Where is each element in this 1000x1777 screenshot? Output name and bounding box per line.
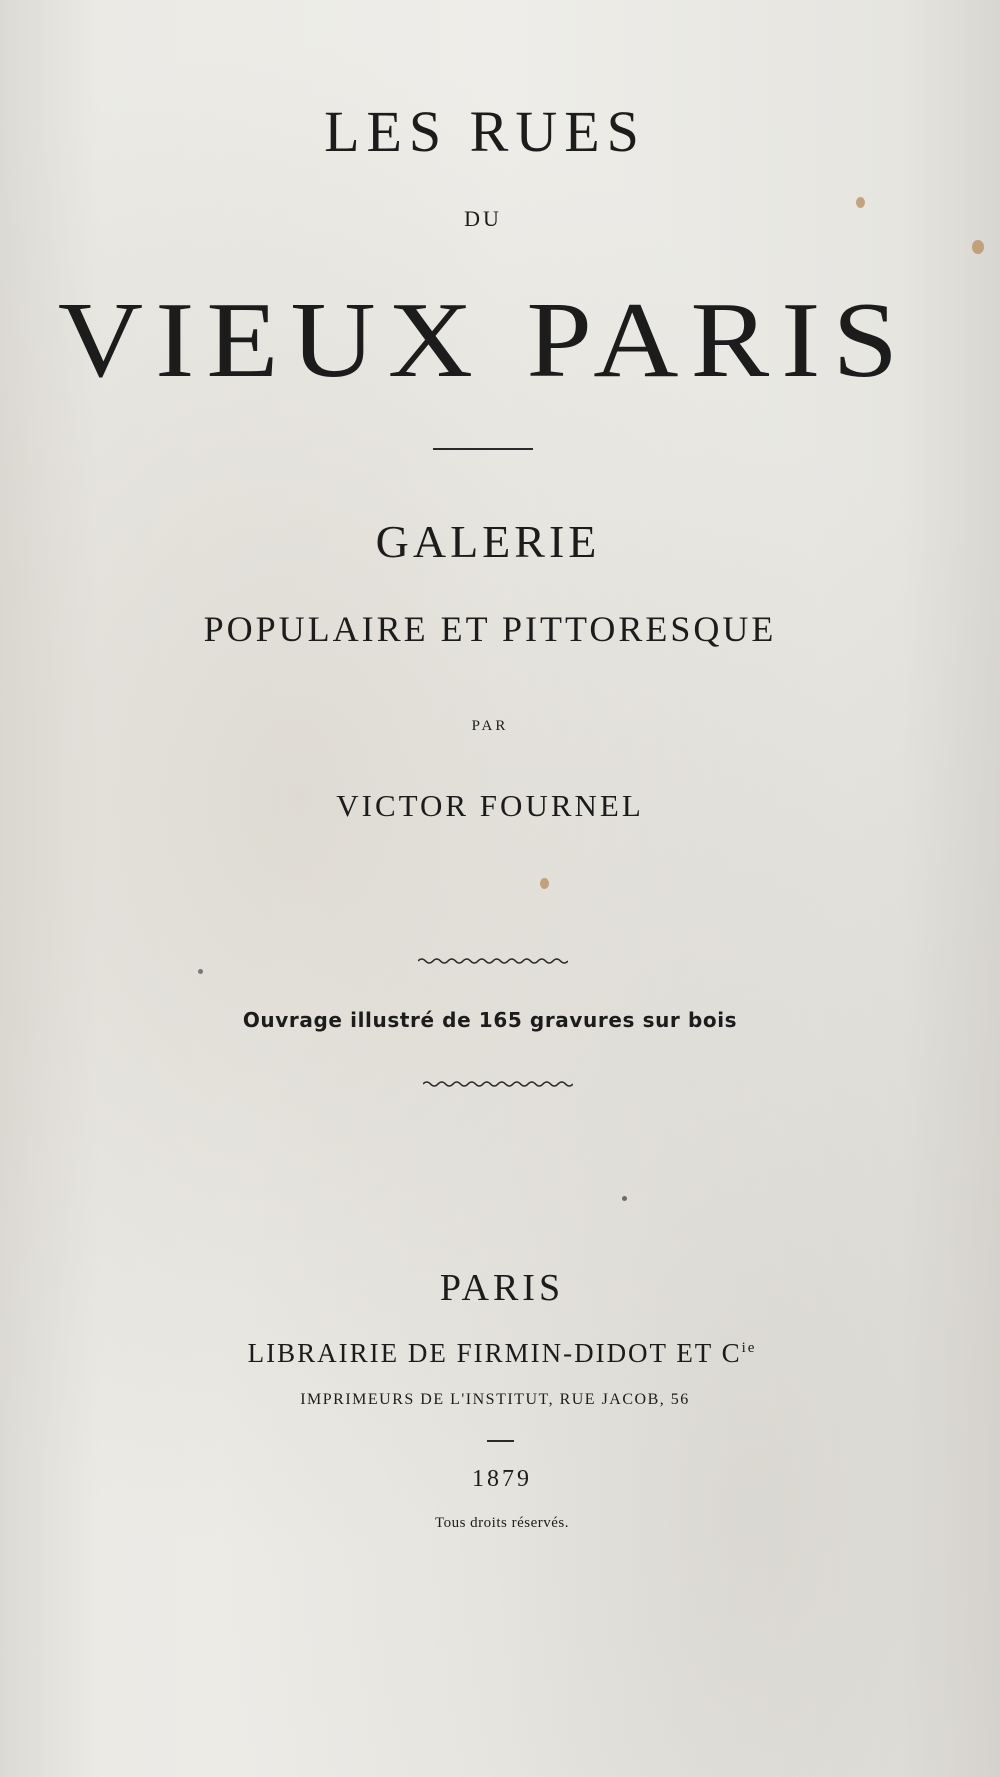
publisher-text: LIBRAIRIE DE FIRMIN-DIDOT ET C	[247, 1338, 742, 1368]
foxing-spot	[540, 878, 549, 889]
title-divider	[433, 448, 533, 450]
publisher-name	[2, 1338, 1000, 1369]
wavy-ornament-bottom	[423, 1079, 573, 1089]
author-name: VICTOR FOURNEL	[336, 788, 644, 823]
publisher-superscript: ie	[741, 1340, 757, 1356]
title-line-du: DU	[464, 206, 502, 231]
foxing-spot	[198, 969, 203, 974]
rights-notice: Tous droits réservés.	[434, 1515, 569, 1531]
wavy-ornament-top	[418, 956, 568, 966]
foxing-spot	[972, 240, 984, 254]
subtitle-galerie: GALERIE	[375, 516, 601, 567]
title-line-les-rues: LES RUES	[324, 99, 646, 164]
main-title: VIEUX PARIS	[57, 279, 911, 400]
foxing-spot	[856, 197, 865, 208]
illustrations-note: Ouvrage illustré de 165 gravures sur bois	[242, 1008, 738, 1032]
imprint-city: PARIS	[439, 1267, 565, 1309]
foxing-spot	[622, 1196, 627, 1201]
byline-par: PAR	[471, 718, 509, 734]
imprint-divider	[487, 1440, 514, 1442]
subtitle-populaire: POPULAIRE ET PITTORESQUE	[203, 609, 777, 649]
publication-year: 1879	[472, 1466, 532, 1492]
printer-info: IMPRIMEURS DE L'INSTITUT, RUE JACOB, 56	[300, 1391, 690, 1408]
